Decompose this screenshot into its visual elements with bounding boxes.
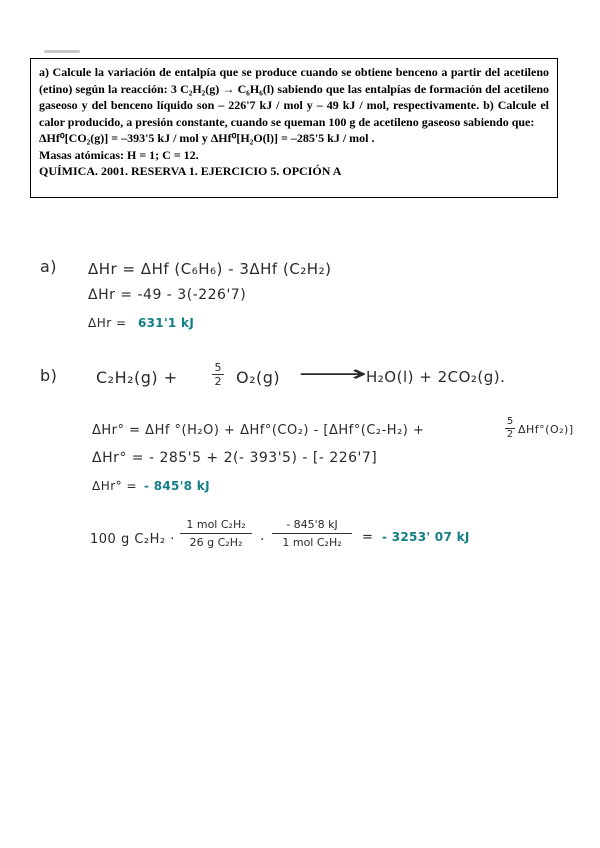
coefficient-fraction bbox=[212, 362, 224, 387]
part-a-label: a) bbox=[40, 257, 58, 276]
part-b-substitution: ΔHr° = - 285'5 + 2(- 393'5) - [- 226'7] bbox=[92, 450, 378, 466]
part-b-result-lhs: ΔHr° = bbox=[92, 479, 138, 493]
formation-enthalpy-data: ΔHf⁰[CO₂(g)] = –393'5 kJ / mol y ΔHf⁰[H₂O(l)] = –285'5 kJ / mol . bbox=[39, 131, 375, 145]
oxygen-coefficient-numerator: 5 bbox=[506, 416, 514, 427]
oxygen-coefficient-denominator: 2 bbox=[506, 429, 514, 440]
molar-mass-numerator: 1 mol C₂H₂ bbox=[186, 518, 246, 531]
calc-equals: = bbox=[362, 530, 374, 545]
atomic-masses: Masas atómicas: H = 1; C = 12. bbox=[39, 147, 199, 162]
part-a-middle: sabiendo que las entalpías de formación del acetileno gaseoso y del benceno líquido son bbox=[39, 81, 550, 112]
enthalpy-bar bbox=[272, 533, 352, 534]
oxygen-coefficient bbox=[505, 417, 515, 440]
molar-mass-bar bbox=[180, 533, 252, 534]
part-a-result: 631'1 kJ bbox=[138, 316, 195, 330]
part-b-text: b) Calcule el calor producido, a presión constante, cuando se queman 100 g de acetileno gaseoso sabiendo que: bbox=[39, 98, 550, 129]
source-reference: QUÍMICA. 2001. RESERVA 1. EJERCICIO 5. OPCIÓN A bbox=[39, 164, 342, 178]
part-a-substitution: ΔHr = -49 - 3(-226'7) bbox=[88, 287, 247, 303]
molar-mass-fraction bbox=[180, 518, 252, 549]
reaction-reactants: C₂H₂(g) + bbox=[96, 368, 178, 387]
calc-multiply-dot: · bbox=[260, 532, 265, 548]
final-result: - 3253' 07 kJ bbox=[382, 530, 470, 544]
problem-text bbox=[39, 64, 549, 130]
part-a-result-lhs: ΔHr = bbox=[88, 316, 127, 330]
problem-statement-box bbox=[30, 58, 558, 198]
reaction-products: H₂O(l) + 2CO₂(g). bbox=[366, 368, 506, 386]
coefficient-numerator: 5 bbox=[214, 361, 222, 374]
coefficient-denominator: 2 bbox=[214, 375, 222, 388]
part-b-result: - 845'8 kJ bbox=[144, 479, 210, 493]
enthalpy-numerator: - 845'8 kJ bbox=[286, 518, 338, 531]
enthalpy-values: – 226'7 kJ / mol y – 49 kJ / mol bbox=[218, 98, 387, 112]
part-b-equation: ΔHr° = ΔHf °(H₂O) + ΔHf°(CO₂) - [ΔHf°(C₂-H₂) + bbox=[92, 423, 425, 438]
calc-mass: 100 g C₂H₂ · bbox=[90, 532, 175, 547]
reaction-arrow: ⟶ bbox=[298, 362, 369, 387]
part-a-intro: a) Calcule la variación de entalpía que se produce cuando se obtiene benceno a partir del acetileno (etino) según la reacción: bbox=[39, 65, 549, 96]
part-a-equation: ΔHr = ΔHf (C₆H₆) - 3ΔHf (C₂H₂) bbox=[88, 260, 332, 278]
enthalpy-fraction bbox=[272, 518, 352, 549]
part-b-label: b) bbox=[40, 366, 58, 385]
reaction-equation: 3 C₂H₂(g) → C₆H₆(l) bbox=[170, 81, 275, 96]
enthalpy-denominator: 1 mol C₂H₂ bbox=[282, 536, 342, 549]
molar-mass-denominator: 26 g C₂H₂ bbox=[189, 536, 243, 549]
reaction-oxygen: O₂(g) bbox=[236, 368, 281, 387]
part-b-equation-end: ΔHf°(O₂)] bbox=[518, 423, 574, 436]
part-a-end: , respectivamente. bbox=[386, 98, 480, 112]
scan-mark bbox=[44, 50, 80, 53]
